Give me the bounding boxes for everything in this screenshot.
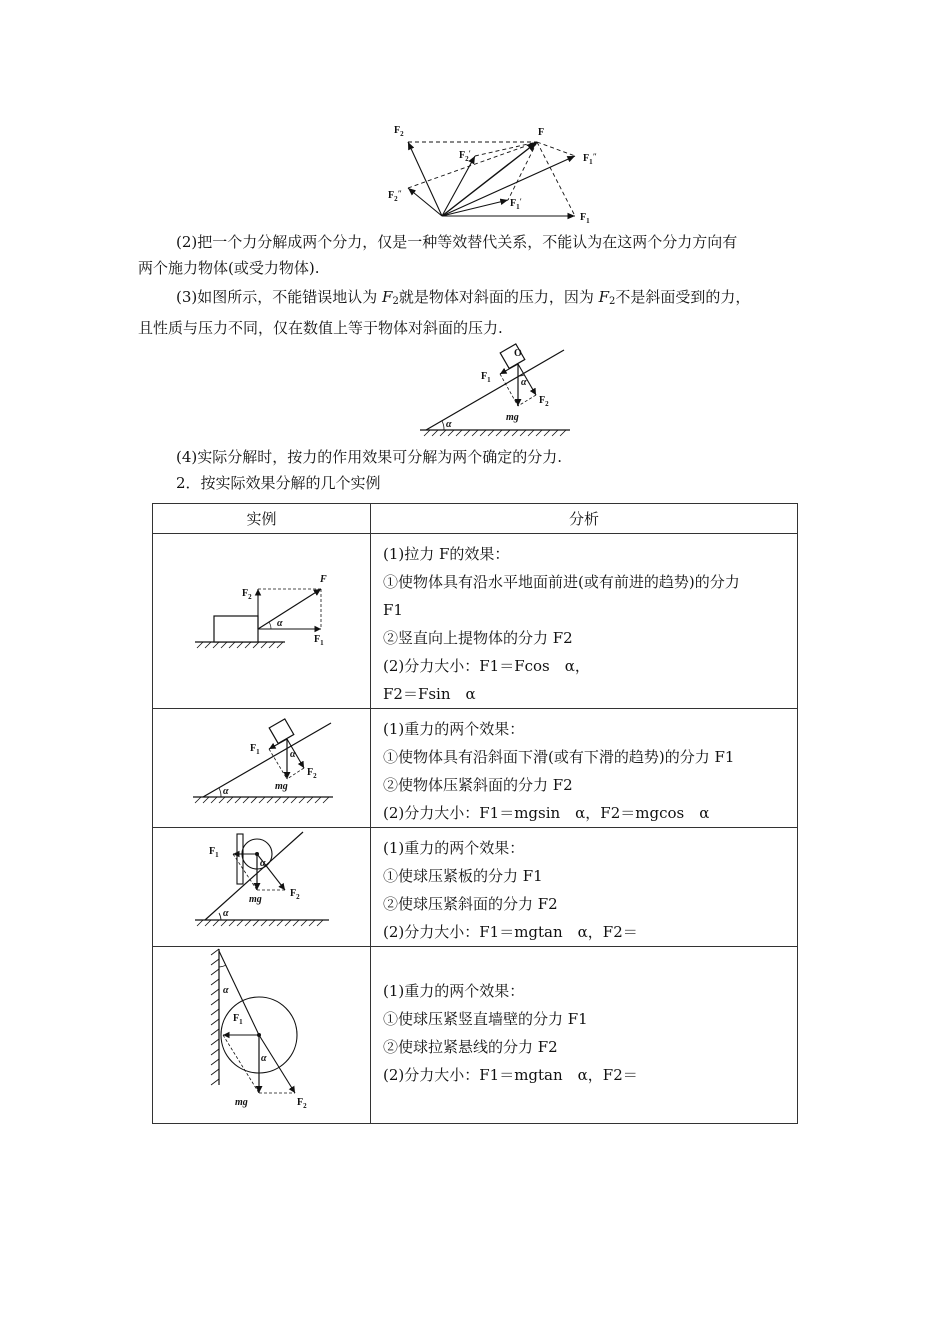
analysis-line: (1)重力的两个效果：	[383, 720, 525, 738]
label-F1-prime: $F_1'$	[510, 197, 522, 211]
svg-text:mg: mg	[275, 781, 288, 792]
svg-text:F2: $F_2$	[290, 888, 300, 901]
analysis-cell-incline	[371, 709, 798, 828]
p2-line2: 两个施力物体(或受力物体).	[138, 259, 320, 277]
analysis-line: ①使球压紧板的分力 F1	[383, 867, 543, 885]
examples-table	[152, 503, 798, 1124]
svg-text:F1: $F_1$	[250, 743, 260, 756]
svg-text:α: α	[446, 419, 452, 430]
label-F: F	[538, 127, 545, 138]
ball-board-incline-diagram	[153, 828, 370, 940]
analysis-cell-ball-board	[371, 828, 798, 947]
analysis-line: ②竖直向上提物体的分力 F2	[383, 629, 573, 647]
incline-block-diagram	[418, 342, 574, 438]
svg-text:F: F	[320, 574, 327, 585]
analysis-line: (1)重力的两个效果：	[383, 839, 525, 857]
analysis-line: ①使物体具有沿斜面下滑(或有下滑的趋势)的分力 F1	[383, 748, 735, 766]
svg-text:mg: mg	[249, 894, 262, 905]
svg-text:α: α	[223, 786, 229, 797]
svg-text:F2: $F_2$	[307, 767, 317, 780]
table-row	[153, 709, 798, 828]
label-F2-prime: $F_2'$	[459, 149, 471, 163]
ball-wall-string-diagram	[153, 947, 370, 1119]
analysis-line: (2)分力大小：F1＝Fcos α，	[383, 657, 590, 675]
analysis-cell-pull	[371, 534, 798, 709]
analysis-line: ②使球拉紧悬线的分力 F2	[383, 1038, 558, 1056]
analysis-line: (2)分力大小：F1＝mgsin α，F2＝mgcos α	[383, 804, 710, 822]
section-2-heading: 2．按实际效果分解的几个实例	[176, 474, 381, 492]
analysis-line: ②使物体压紧斜面的分力 F2	[383, 776, 573, 794]
table-row	[153, 828, 798, 947]
p2-line1: (2)把一个力分解成两个分力，仅是一种等效替代关系，不能认为在这两个分力方向有	[176, 233, 738, 251]
example-cell-ball-board	[153, 828, 371, 947]
analysis-line: (1)重力的两个效果：	[383, 982, 525, 1000]
example-cell-pull	[153, 534, 371, 709]
p3-line1: (3)如图所示，不能错误地认为 $F_2$就是物体对斜面的压力，因为 $F_2$不是斜面受到的力，	[176, 288, 751, 307]
paragraph-4	[138, 444, 814, 496]
example-cell-incline	[153, 709, 371, 828]
p4-line: (4)实际分解时，按力的作用效果可分解为两个确定的分力.	[176, 448, 563, 466]
header-example: 实例	[153, 504, 371, 534]
svg-text:F1: $F_1$	[314, 634, 324, 647]
incline-gravity-diagram	[153, 709, 370, 820]
analysis-line: ①使物体具有沿水平地面前进(或有前进的趋势)的分力	[383, 573, 740, 591]
table-row	[153, 534, 798, 709]
svg-text:α: α	[277, 618, 283, 629]
p3-line2: 且性质与压力不同，仅在数值上等于物体对斜面的压力.	[138, 319, 503, 337]
svg-text:O: O	[514, 348, 522, 359]
svg-text:α: α	[521, 377, 527, 388]
svg-text:mg: mg	[506, 412, 519, 423]
label-F2-double-prime: $F_2''$	[388, 189, 403, 203]
header-analysis: 分析	[371, 504, 798, 534]
svg-text:F2: $F_2$	[539, 395, 549, 408]
label-F1: $F_1$	[580, 212, 590, 225]
table-row	[153, 947, 798, 1124]
svg-text:α: α	[260, 858, 266, 869]
svg-text:F2: $F_2$	[242, 588, 252, 601]
svg-text:α: α	[290, 749, 296, 760]
pull-force-diagram	[153, 534, 370, 702]
analysis-line: F2＝Fsin α	[383, 685, 476, 703]
analysis-line: (2)分力大小：F1＝mgtan α，F2＝	[383, 1066, 638, 1084]
svg-text:F1: $F_1$	[481, 371, 491, 384]
analysis-line: (1)拉力 F的效果：	[383, 545, 510, 563]
analysis-line: (2)分力大小：F1＝mgtan α，F2＝	[383, 923, 638, 941]
table-header-row	[153, 504, 798, 534]
analysis-line: F1	[383, 601, 403, 619]
paragraph-2	[138, 229, 814, 281]
svg-text:α: α	[223, 908, 229, 919]
analysis-line: ②使球压紧斜面的分力 F2	[383, 895, 558, 913]
label-F2: $F_2$	[394, 125, 404, 138]
svg-text:F1: $F_1$	[233, 1013, 243, 1026]
svg-text:F2: $F_2$	[297, 1097, 307, 1110]
analysis-cell-ball-wall	[371, 947, 798, 1124]
svg-text:F1: $F_1$	[209, 846, 219, 859]
example-cell-ball-wall	[153, 947, 371, 1124]
paragraph-3	[138, 284, 814, 341]
svg-text:mg: mg	[235, 1097, 248, 1108]
force-decomposition-diagram	[380, 118, 610, 228]
label-F1-double-prime: $F_1''$	[583, 152, 598, 166]
svg-text:α: α	[223, 985, 229, 996]
analysis-line: ①使球压紧竖直墙壁的分力 F1	[383, 1010, 588, 1028]
svg-text:α: α	[261, 1053, 267, 1064]
